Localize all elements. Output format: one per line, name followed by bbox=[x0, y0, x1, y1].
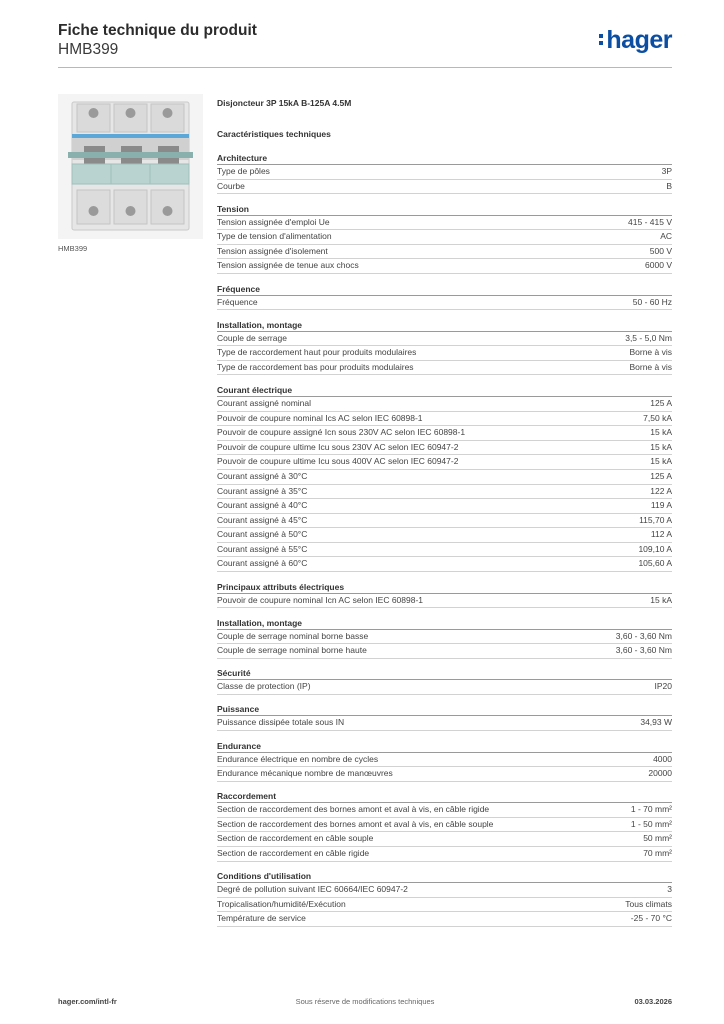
spec-value: 125 A bbox=[650, 397, 672, 408]
spec-label: Pouvoir de coupure assigné Icn sous 230V AC selon IEC 60898-1 bbox=[217, 427, 466, 438]
spec-group-title: Tension bbox=[217, 203, 672, 216]
page-title: Fiche technique du produit bbox=[58, 22, 257, 39]
spec-value: 50 mm² bbox=[643, 833, 672, 844]
spec-groups bbox=[217, 152, 672, 927]
spec-value: 3 bbox=[667, 884, 672, 895]
spec-label: Section de raccordement des bornes amont et aval à vis, en câble souple bbox=[217, 818, 494, 829]
spec-row bbox=[217, 230, 672, 245]
spec-label: Couple de serrage nominal borne basse bbox=[217, 630, 369, 641]
spec-label: Pouvoir de coupure ultime Icu sous 230V AC selon IEC 60947-2 bbox=[217, 441, 459, 452]
spec-row bbox=[217, 543, 672, 558]
spec-label: Courant assigné à 50°C bbox=[217, 529, 308, 540]
spec-group bbox=[217, 703, 672, 731]
product-name: Disjoncteur 3P 15kA B-125A 4.5M bbox=[217, 98, 352, 108]
spec-label: Courant assigné nominal bbox=[217, 397, 312, 408]
spec-value: 50 - 60 Hz bbox=[632, 296, 672, 307]
spec-group bbox=[217, 152, 672, 194]
page-footer bbox=[58, 997, 672, 1009]
spec-label: Pouvoir de coupure ultime Icu sous 400V AC selon IEC 60947-2 bbox=[217, 456, 459, 467]
spec-group-title: Sécurité bbox=[217, 667, 672, 680]
spec-value: 112 A bbox=[650, 529, 672, 540]
spec-group-title: Principaux attributs électriques bbox=[217, 581, 672, 594]
spec-value: Borne à vis bbox=[629, 361, 672, 372]
spec-row bbox=[217, 361, 672, 376]
spec-group bbox=[217, 740, 672, 782]
spec-label: Couple de serrage bbox=[217, 332, 287, 343]
spec-row bbox=[217, 426, 672, 441]
spec-value: 6000 V bbox=[645, 260, 672, 271]
circuit-breaker-3p-icon bbox=[58, 94, 203, 239]
spec-label: Courant assigné à 30°C bbox=[217, 470, 308, 481]
logo-dots-icon bbox=[599, 34, 604, 48]
spec-label: Courant assigné à 60°C bbox=[217, 558, 308, 569]
spec-value: 415 - 415 V bbox=[628, 216, 672, 227]
spec-row bbox=[217, 912, 672, 927]
spec-label: Courant assigné à 55°C bbox=[217, 543, 308, 554]
spec-label: Tension assignée de tenue aux chocs bbox=[217, 260, 359, 271]
spec-value: 125 A bbox=[650, 470, 672, 481]
spec-label: Endurance électrique en nombre de cycles bbox=[217, 753, 379, 764]
spec-row bbox=[217, 216, 672, 231]
spec-group-title: Installation, montage bbox=[217, 617, 672, 630]
spec-row bbox=[217, 165, 672, 180]
spec-value: 115,70 A bbox=[639, 514, 672, 525]
spec-row bbox=[217, 455, 672, 470]
spec-value: AC bbox=[660, 231, 672, 242]
spec-label: Fréquence bbox=[217, 296, 258, 307]
spec-label: Puissance dissipée totale sous IN bbox=[217, 717, 345, 728]
spec-row bbox=[217, 441, 672, 456]
spec-row bbox=[217, 499, 672, 514]
spec-value: 3,5 - 5,0 Nm bbox=[625, 332, 672, 343]
spec-group-title: Courant électrique bbox=[217, 384, 672, 397]
spec-value: 119 A bbox=[650, 500, 672, 511]
spec-value: 4000 bbox=[653, 753, 672, 764]
spec-value: 500 V bbox=[649, 245, 672, 256]
spec-row bbox=[217, 245, 672, 260]
spec-value: 20000 bbox=[648, 768, 672, 779]
spec-group bbox=[217, 283, 672, 311]
spec-row bbox=[217, 818, 672, 833]
spec-row bbox=[217, 832, 672, 847]
footer-note: Sous réserve de modifications techniques bbox=[295, 997, 435, 1006]
spec-value: 15 kA bbox=[650, 441, 672, 452]
spec-row bbox=[217, 898, 672, 913]
spec-value: 3P bbox=[661, 166, 672, 176]
spec-value: 105,60 A bbox=[638, 558, 672, 569]
spec-value: 15 kA bbox=[650, 427, 672, 438]
spec-label: Endurance mécanique nombre de manœuvres bbox=[217, 768, 393, 779]
spec-label: Section de raccordement en câble rigide bbox=[217, 848, 370, 858]
spec-value: 1 - 50 mm² bbox=[630, 818, 672, 829]
spec-value: Tous climats bbox=[625, 898, 672, 909]
spec-row bbox=[217, 180, 672, 195]
spec-row bbox=[217, 767, 672, 782]
spec-row bbox=[217, 630, 672, 645]
spec-group bbox=[217, 617, 672, 659]
spec-row bbox=[217, 397, 672, 412]
spec-value: -25 - 70 °C bbox=[630, 913, 672, 924]
spec-group-title: Installation, montage bbox=[217, 319, 672, 332]
spec-label: Couple de serrage nominal borne haute bbox=[217, 645, 367, 656]
spec-row bbox=[217, 803, 672, 818]
spec-group-title: Fréquence bbox=[217, 283, 672, 296]
spec-group-title: Puissance bbox=[217, 703, 672, 716]
spec-row bbox=[217, 528, 672, 543]
spec-row bbox=[217, 514, 672, 529]
spec-label: Courbe bbox=[217, 180, 245, 191]
spec-row bbox=[217, 557, 672, 572]
spec-label: Tropicalisation/humidité/Exécution bbox=[217, 898, 346, 909]
spec-row bbox=[217, 485, 672, 500]
spec-label: Tension assignée d'emploi Ue bbox=[217, 216, 330, 227]
spec-label: Degré de pollution suivant IEC 60664/IEC 60947-2 bbox=[217, 884, 408, 895]
spec-group-title: Architecture bbox=[217, 152, 672, 165]
spec-row bbox=[217, 594, 672, 609]
spec-group bbox=[217, 581, 672, 609]
spec-label: Température de service bbox=[217, 913, 306, 924]
spec-row bbox=[217, 716, 672, 731]
spec-label: Type de raccordement haut pour produits modulaires bbox=[217, 347, 417, 358]
spec-value: 1 - 70 mm² bbox=[630, 804, 672, 815]
spec-value: IP20 bbox=[654, 681, 672, 692]
spec-label: Section de raccordement en câble souple bbox=[217, 833, 374, 844]
spec-value: 3,60 - 3,60 Nm bbox=[615, 630, 672, 641]
logo-text: hager bbox=[606, 26, 672, 54]
spec-row bbox=[217, 332, 672, 347]
spec-group bbox=[217, 203, 672, 274]
spec-label: Classe de protection (IP) bbox=[217, 681, 311, 692]
spec-label: Type de pôles bbox=[217, 166, 270, 176]
spec-value: Borne à vis bbox=[629, 347, 672, 358]
spec-label: Courant assigné à 40°C bbox=[217, 500, 308, 511]
product-reference: HMB399 bbox=[58, 41, 119, 58]
spec-label: Pouvoir de coupure nominal Ics AC selon IEC 60898-1 bbox=[217, 412, 423, 423]
spec-row bbox=[217, 883, 672, 898]
spec-value: 34,93 W bbox=[640, 717, 672, 728]
spec-group-title: Endurance bbox=[217, 740, 672, 753]
header-divider bbox=[58, 67, 672, 68]
image-caption: HMB399 bbox=[58, 244, 88, 253]
spec-row bbox=[217, 296, 672, 311]
spec-row bbox=[217, 259, 672, 274]
spec-sheet bbox=[217, 97, 672, 935]
spec-row bbox=[217, 847, 672, 862]
spec-value: 109,10 A bbox=[638, 543, 672, 554]
spec-row bbox=[217, 470, 672, 485]
spec-value: 15 kA bbox=[650, 456, 672, 467]
spec-value: B bbox=[666, 180, 672, 191]
spec-row bbox=[217, 680, 672, 695]
spec-value: 122 A bbox=[650, 485, 672, 496]
spec-group bbox=[217, 667, 672, 695]
spec-group bbox=[217, 790, 672, 861]
spec-value: 15 kA bbox=[650, 594, 672, 605]
product-image bbox=[58, 94, 203, 239]
spec-label: Section de raccordement des bornes amont et aval à vis, en câble rigide bbox=[217, 804, 490, 815]
spec-value: 3,60 - 3,60 Nm bbox=[615, 645, 672, 656]
spec-group-title: Conditions d'utilisation bbox=[217, 870, 672, 883]
spec-label: Tension assignée d'isolement bbox=[217, 245, 328, 256]
footer-website-link[interactable]: hager.com/intl-fr bbox=[58, 997, 117, 1006]
spec-value: 70 mm² bbox=[643, 848, 672, 858]
spec-label: Type de tension d'alimentation bbox=[217, 231, 332, 242]
spec-label: Pouvoir de coupure nominal Icn AC selon IEC 60898-1 bbox=[217, 594, 424, 605]
spec-label: Courant assigné à 35°C bbox=[217, 485, 308, 496]
page-header bbox=[58, 21, 257, 59]
spec-label: Courant assigné à 45°C bbox=[217, 514, 308, 525]
spec-group bbox=[217, 384, 672, 572]
spec-row bbox=[217, 644, 672, 659]
footer-date: 03.03.2026 bbox=[634, 997, 672, 1006]
spec-value: 7,50 kA bbox=[643, 412, 672, 423]
spec-row bbox=[217, 753, 672, 768]
spec-group bbox=[217, 319, 672, 376]
spec-row bbox=[217, 412, 672, 427]
section-title: Caractéristiques techniques bbox=[217, 129, 331, 139]
hager-logo[interactable] bbox=[599, 26, 672, 55]
spec-group-title: Raccordement bbox=[217, 790, 672, 803]
spec-label: Type de raccordement bas pour produits modulaires bbox=[217, 361, 414, 372]
spec-group bbox=[217, 870, 672, 927]
spec-row bbox=[217, 346, 672, 361]
